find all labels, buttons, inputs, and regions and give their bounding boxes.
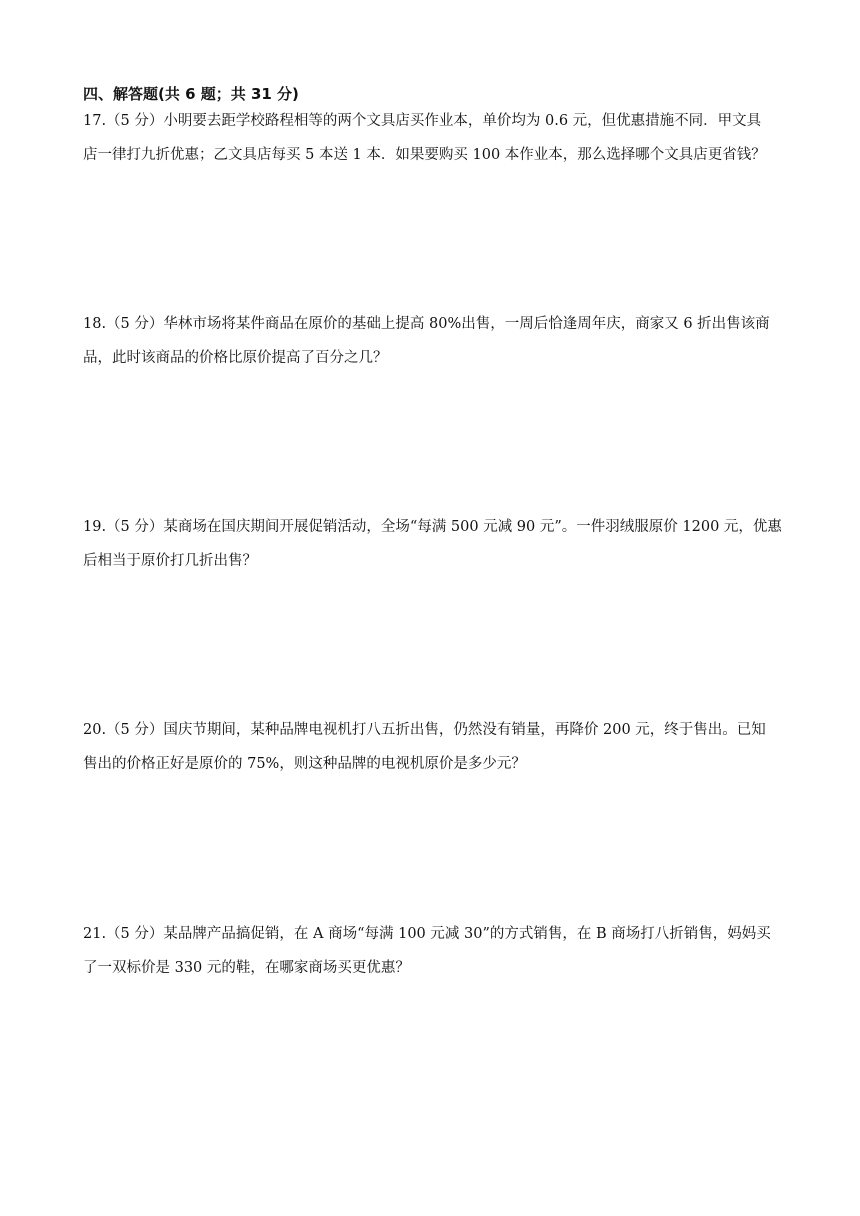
section-heading: 四、解答题(共 6 题；共 31 分) [83, 85, 299, 103]
question-19 [83, 510, 813, 578]
question-18 [83, 307, 813, 375]
question-text-line: 品，此时该商品的价格比原价提高了百分之几？ [83, 350, 388, 366]
question-20 [83, 713, 813, 781]
question-text-line: 了一双标价是 330 元的鞋，在哪家商场买更优惠？ [83, 960, 410, 976]
question-text-line: 17.（5 分）小明要去距学校路程相等的两个文具店买作业本，单价均为 0.6 元，但优惠措施不同．甲文具 [83, 113, 762, 129]
question-text-line: 19.（5 分）某商场在国庆期间开展促销活动，全场“每满 500 元减 90 元”。一件羽绒服原价 1200 元，优惠 [83, 519, 782, 535]
question-text-line: 售出的价格正好是原价的 75%，则这种品牌的电视机原价是多少元？ [83, 756, 526, 772]
question-text-line: 后相当于原价打几折出售？ [83, 553, 257, 569]
question-text-line: 店一律打九折优惠；乙文具店每买 5 本送 1 本．如果要购买 100 本作业本，那么选择哪个文具店更省钱？ [83, 147, 766, 163]
question-text-line: 18.（5 分）华林市场将某件商品在原价的基础上提高 80%出售，一周后恰逢周年庆，商家又 6 折出售该商 [83, 316, 770, 332]
question-text-line: 21.（5 分）某品牌产品搞促销，在 A 商场“每满 100 元减 30”的方式销售，在 B 商场打八折销售，妈妈买 [83, 926, 771, 942]
question-text-line: 20.（5 分）国庆节期间，某种品牌电视机打八五折出售，仍然没有销量，再降价 200 元，终于售出。已知 [83, 722, 766, 738]
question-21 [83, 917, 813, 985]
question-17 [83, 104, 813, 172]
